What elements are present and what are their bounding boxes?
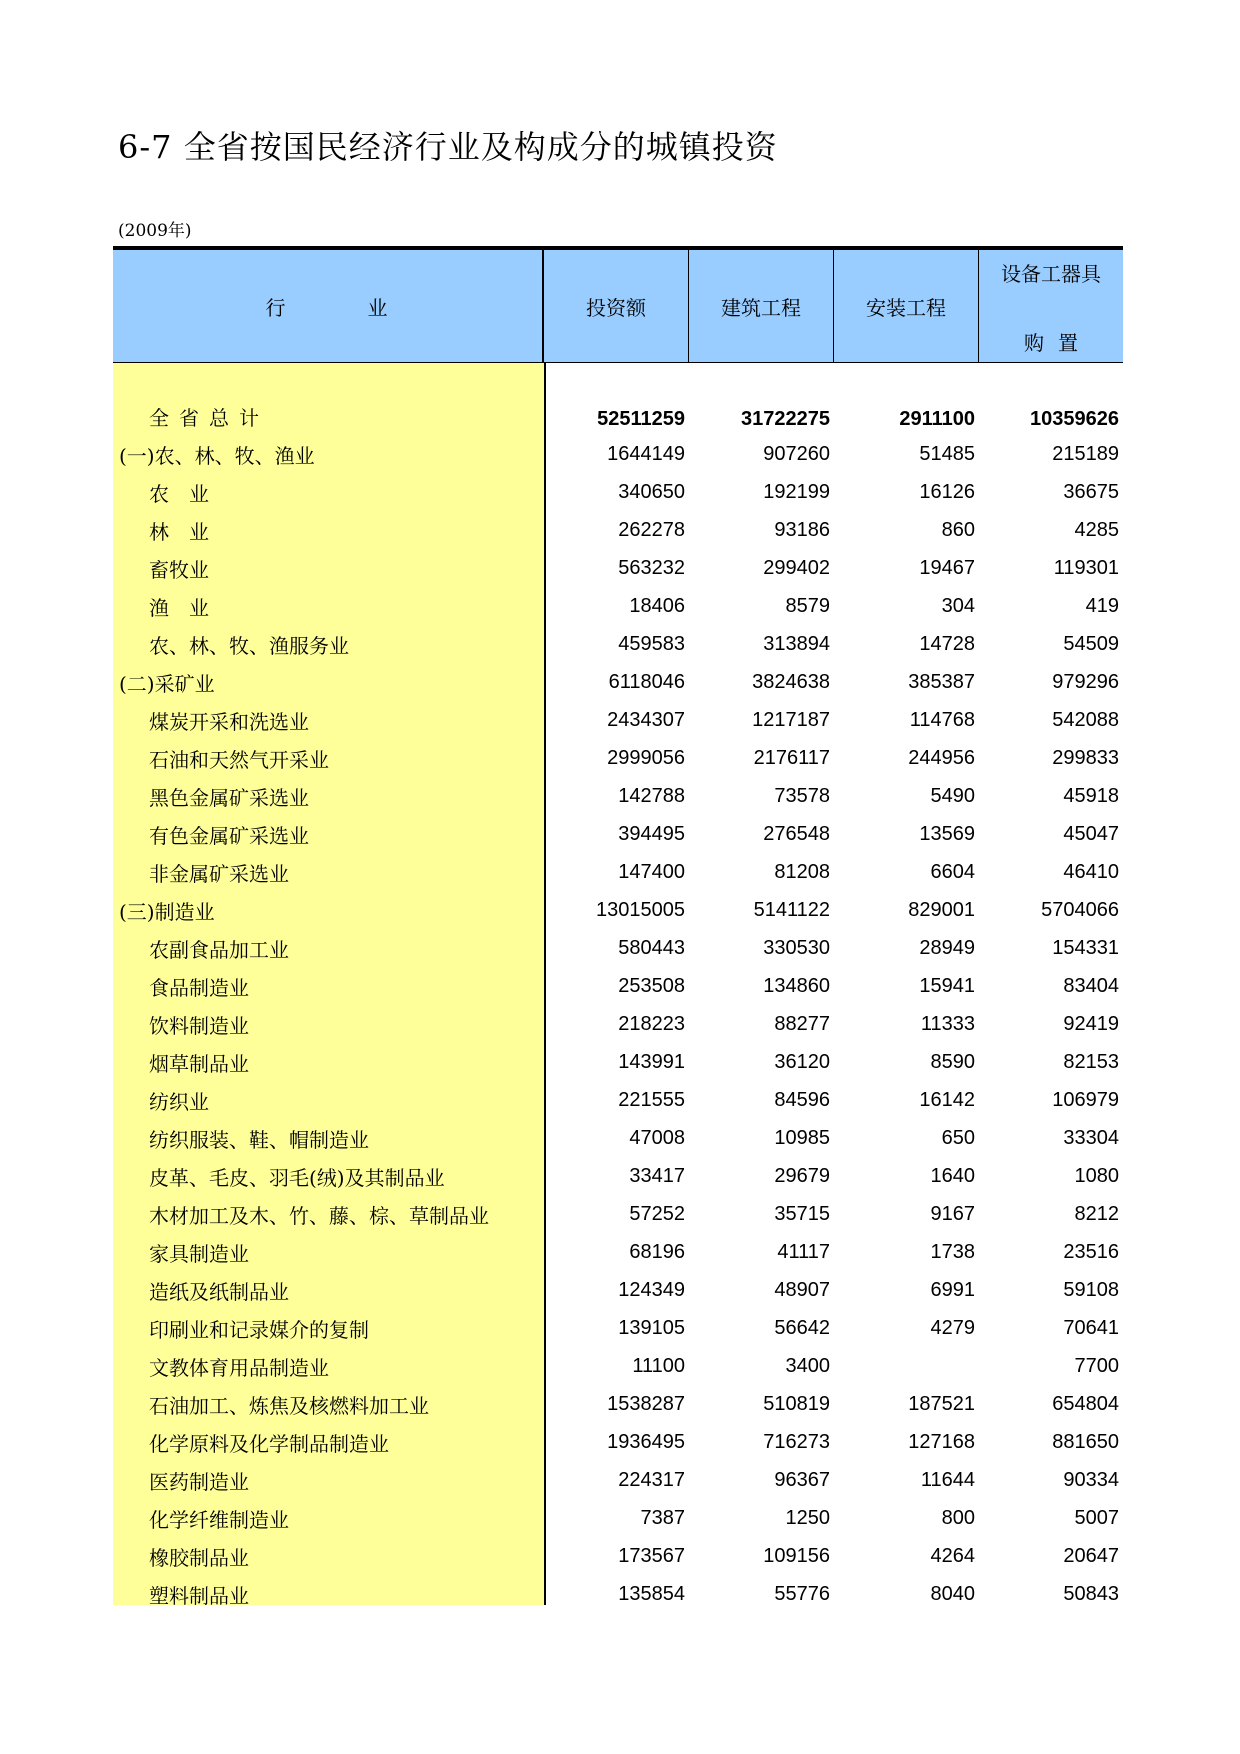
cell-investment: 563232 — [618, 556, 685, 579]
industry-name: 文教体育用品制造业 — [149, 1355, 329, 1380]
cell-equipment: 45918 — [1063, 784, 1119, 807]
cell-investment: 221555 — [618, 1088, 685, 1111]
cell-equipment: 215189 — [1052, 442, 1119, 465]
table-row — [113, 891, 1123, 929]
cell-installation: 6991 — [930, 1278, 975, 1301]
table-body — [113, 363, 1123, 1613]
header-construction: 建筑工程 — [689, 250, 834, 362]
cell-construction: 299402 — [763, 556, 830, 579]
header-investment: 投资额 — [544, 250, 689, 362]
cell-construction: 109156 — [763, 1544, 830, 1567]
industry-name: 煤炭开采和洗选业 — [149, 709, 309, 734]
cell-equipment: 90334 — [1063, 1468, 1119, 1491]
cell-equipment: 299833 — [1052, 746, 1119, 769]
header-equipment-top: 设备工器具 — [1001, 262, 1101, 286]
cell-investment: 262278 — [618, 518, 685, 541]
cell-equipment: 46410 — [1063, 860, 1119, 883]
cell-equipment: 70641 — [1063, 1316, 1119, 1339]
cell-construction: 36120 — [774, 1050, 830, 1073]
industry-name: 造纸及纸制品业 — [149, 1279, 289, 1304]
cell-investment: 33417 — [629, 1164, 685, 1187]
table-header — [113, 250, 1123, 363]
cell-investment: 18406 — [629, 594, 685, 617]
cell-investment: 1538287 — [607, 1392, 685, 1415]
cell-investment: 142788 — [618, 784, 685, 807]
cell-construction: 134860 — [763, 974, 830, 997]
table-row — [113, 1081, 1123, 1119]
industry-name: 橡胶制品业 — [149, 1545, 249, 1570]
cell-construction: 48907 — [774, 1278, 830, 1301]
cell-construction: 8579 — [785, 594, 830, 617]
table-row — [113, 1423, 1123, 1461]
cell-construction: 56642 — [774, 1316, 830, 1339]
cell-equipment: 1080 — [1074, 1164, 1119, 1187]
cell-construction: 192199 — [763, 480, 830, 503]
cell-installation: 13569 — [919, 822, 975, 845]
industry-name: 有色金属矿采选业 — [149, 823, 309, 848]
cell-equipment: 119301 — [1053, 556, 1119, 579]
table-row — [113, 1119, 1123, 1157]
cell-construction: 3824638 — [752, 670, 830, 693]
cell-construction: 81208 — [774, 860, 830, 883]
cell-equipment: 23516 — [1063, 1240, 1119, 1263]
industry-name: 农 业 — [149, 481, 209, 506]
header-equipment-bottom: 购置 — [1024, 331, 1092, 355]
cell-equipment: 881650 — [1052, 1430, 1119, 1453]
table-row — [113, 1157, 1123, 1195]
cell-construction: 276548 — [763, 822, 830, 845]
cell-construction: 35715 — [774, 1202, 830, 1225]
cell-investment: 7387 — [640, 1506, 685, 1529]
industry-name: (二)采矿业 — [119, 671, 215, 696]
cell-investment: 143991 — [618, 1050, 685, 1073]
cell-equipment: 419 — [1085, 594, 1119, 617]
cell-installation: 304 — [941, 594, 975, 617]
cell-investment: 6118046 — [608, 670, 685, 693]
industry-name: 皮革、毛皮、羽毛(绒)及其制品业 — [149, 1165, 445, 1190]
cell-installation: 9167 — [930, 1202, 975, 1225]
cell-investment: 13015005 — [596, 898, 685, 921]
cell-installation: 829001 — [908, 898, 975, 921]
cell-equipment: 5007 — [1074, 1506, 1119, 1529]
industry-name: 畜牧业 — [149, 557, 209, 582]
cell-construction: 1250 — [785, 1506, 830, 1529]
cell-equipment: 542088 — [1052, 708, 1119, 731]
industry-name: 林 业 — [149, 519, 209, 544]
cell-installation: 187521 — [908, 1392, 975, 1415]
cell-construction: 907260 — [763, 442, 830, 465]
industry-name: 纺织业 — [149, 1089, 209, 1114]
cell-construction: 31722275 — [741, 408, 830, 430]
header-installation: 安装工程 — [834, 250, 979, 362]
table-row — [113, 1499, 1123, 1537]
industry-name: 木材加工及木、竹、藤、棕、草制品业 — [149, 1203, 489, 1228]
cell-installation: 800 — [941, 1506, 975, 1529]
cell-equipment: 83404 — [1063, 974, 1119, 997]
table-row — [113, 1347, 1123, 1385]
cell-equipment: 50843 — [1063, 1582, 1119, 1605]
table-row — [113, 1195, 1123, 1233]
cell-investment: 218223 — [618, 1012, 685, 1035]
industry-name: 农、林、牧、渔服务业 — [149, 633, 349, 658]
cell-investment: 224317 — [618, 1468, 685, 1491]
cell-equipment: 106979 — [1052, 1088, 1119, 1111]
page-title: 6-7 全省按国民经济行业及构成分的城镇投资 — [118, 128, 778, 166]
industry-name: 塑料制品业 — [149, 1583, 249, 1608]
cell-equipment: 36675 — [1063, 480, 1119, 503]
cell-installation: 11644 — [920, 1468, 975, 1491]
cell-construction: 330530 — [763, 936, 830, 959]
industry-name: 石油和天然气开采业 — [149, 747, 329, 772]
cell-equipment: 10359626 — [1030, 408, 1119, 430]
cell-installation: 5490 — [930, 784, 975, 807]
cell-installation: 6604 — [930, 860, 975, 883]
cell-construction: 716273 — [763, 1430, 830, 1453]
cell-investment: 1644149 — [607, 442, 685, 465]
industry-name: 黑色金属矿采选业 — [149, 785, 309, 810]
cell-investment: 11100 — [632, 1354, 685, 1377]
table-row — [113, 1461, 1123, 1499]
industry-name: 渔 业 — [149, 595, 209, 620]
industry-name: 纺织服装、鞋、帽制造业 — [149, 1127, 369, 1152]
industry-name: 化学纤维制造业 — [149, 1507, 289, 1532]
cell-construction: 55776 — [774, 1582, 830, 1605]
cell-construction: 29679 — [774, 1164, 830, 1187]
industry-name: 化学原料及化学制品制造业 — [149, 1431, 389, 1456]
header-industry — [113, 250, 544, 362]
cell-installation: 51485 — [919, 442, 975, 465]
cell-investment: 253508 — [618, 974, 685, 997]
table-row — [113, 929, 1123, 967]
industry-name: 印刷业和记录媒介的复制 — [149, 1317, 369, 1342]
cell-installation: 28949 — [919, 936, 975, 959]
cell-investment: 2999056 — [607, 746, 685, 769]
table-row — [113, 1537, 1123, 1575]
cell-installation: 15941 — [919, 974, 975, 997]
table-row — [113, 625, 1123, 663]
cell-installation: 8040 — [930, 1582, 975, 1605]
cell-construction: 96367 — [774, 1468, 830, 1491]
cell-investment: 52511259 — [597, 408, 685, 430]
cell-equipment: 82153 — [1063, 1050, 1119, 1073]
industry-name: 农副食品加工业 — [149, 937, 289, 962]
cell-construction: 510819 — [763, 1392, 830, 1415]
cell-investment: 135854 — [618, 1582, 685, 1605]
cell-equipment: 20647 — [1063, 1544, 1119, 1567]
cell-equipment: 154331 — [1052, 936, 1119, 959]
cell-construction: 2176117 — [753, 746, 830, 769]
cell-installation: 127168 — [908, 1430, 975, 1453]
cell-investment: 124349 — [618, 1278, 685, 1301]
cell-equipment: 33304 — [1063, 1126, 1119, 1149]
cell-construction: 73578 — [774, 784, 830, 807]
table-row — [113, 739, 1123, 777]
header-industry-char-1: 行 — [265, 295, 288, 320]
table-row — [113, 511, 1123, 549]
cell-installation: 11333 — [920, 1012, 975, 1035]
table-row — [113, 815, 1123, 853]
cell-investment: 68196 — [629, 1240, 685, 1263]
table-row — [113, 663, 1123, 701]
cell-equipment: 54509 — [1063, 632, 1119, 655]
cell-investment: 139105 — [618, 1316, 685, 1339]
cell-investment: 147400 — [618, 860, 685, 883]
cell-installation: 4279 — [930, 1316, 975, 1339]
industry-name: 全省总计 — [149, 406, 269, 430]
table-row — [113, 853, 1123, 891]
industry-name: 烟草制品业 — [149, 1051, 249, 1076]
table-row — [113, 967, 1123, 1005]
cell-installation: 19467 — [919, 556, 975, 579]
cell-construction: 5141122 — [753, 898, 830, 921]
cell-equipment: 8212 — [1074, 1202, 1119, 1225]
industry-name: 饮料制造业 — [149, 1013, 249, 1038]
cell-installation: 8590 — [930, 1050, 975, 1073]
table-row — [113, 701, 1123, 739]
cell-investment: 580443 — [618, 936, 685, 959]
industry-name: 非金属矿采选业 — [149, 861, 289, 886]
unit-note: (2009年) — [118, 221, 192, 241]
cell-installation: 1738 — [930, 1240, 975, 1263]
industry-name: 医药制造业 — [149, 1469, 249, 1494]
cell-construction: 1217187 — [752, 708, 830, 731]
cell-investment: 459583 — [618, 632, 685, 655]
cell-investment: 1936495 — [607, 1430, 685, 1453]
table-row — [113, 549, 1123, 587]
cell-construction: 93186 — [774, 518, 830, 541]
table-row — [113, 1271, 1123, 1309]
cell-installation: 385387 — [908, 670, 975, 693]
industry-name: (三)制造业 — [119, 899, 215, 924]
industry-name: (一)农、林、牧、渔业 — [119, 443, 315, 468]
industry-name: 食品制造业 — [149, 975, 249, 1000]
cell-construction: 3400 — [785, 1354, 830, 1377]
cell-construction: 88277 — [774, 1012, 830, 1035]
cell-investment: 340650 — [618, 480, 685, 503]
header-industry-char-2: 业 — [367, 295, 390, 320]
cell-installation: 16126 — [919, 480, 975, 503]
cell-installation: 114768 — [909, 708, 975, 731]
cell-investment: 47008 — [629, 1126, 685, 1149]
table-row — [113, 473, 1123, 511]
cell-installation: 4264 — [930, 1544, 975, 1567]
table-row — [113, 1385, 1123, 1423]
cell-installation: 650 — [941, 1126, 975, 1149]
table-row — [113, 435, 1123, 473]
cell-construction: 10985 — [774, 1126, 830, 1149]
cell-investment: 57252 — [629, 1202, 685, 1225]
cell-investment: 2434307 — [607, 708, 685, 731]
cell-installation: 1640 — [930, 1164, 975, 1187]
table-row — [113, 587, 1123, 625]
cell-installation: 14728 — [919, 632, 975, 655]
table-row — [113, 1043, 1123, 1081]
cell-equipment: 7700 — [1074, 1354, 1119, 1377]
industry-name: 家具制造业 — [149, 1241, 249, 1266]
cell-equipment: 5704066 — [1041, 898, 1119, 921]
header-equipment — [979, 250, 1123, 362]
table-row — [113, 1309, 1123, 1347]
statistics-table — [113, 246, 1123, 1613]
cell-equipment: 654804 — [1052, 1392, 1119, 1415]
table-row — [113, 1005, 1123, 1043]
cell-equipment: 4285 — [1074, 518, 1119, 541]
table-row — [113, 777, 1123, 815]
cell-equipment: 92419 — [1063, 1012, 1119, 1035]
industry-name: 石油加工、炼焦及核燃料加工业 — [149, 1393, 429, 1418]
table-row-total — [113, 383, 1123, 435]
cell-installation: 860 — [941, 518, 975, 541]
cell-construction: 41117 — [777, 1240, 830, 1263]
cell-installation: 244956 — [908, 746, 975, 769]
cell-installation: 16142 — [919, 1088, 975, 1111]
cell-equipment: 45047 — [1063, 822, 1119, 845]
cell-investment: 394495 — [618, 822, 685, 845]
cell-installation: 2911100 — [899, 408, 975, 430]
cell-equipment: 979296 — [1052, 670, 1119, 693]
cell-construction: 313894 — [763, 632, 830, 655]
table-row — [113, 1233, 1123, 1271]
table-row — [113, 1575, 1123, 1613]
cell-investment: 173567 — [618, 1544, 685, 1567]
cell-construction: 84596 — [774, 1088, 830, 1111]
cell-equipment: 59108 — [1063, 1278, 1119, 1301]
